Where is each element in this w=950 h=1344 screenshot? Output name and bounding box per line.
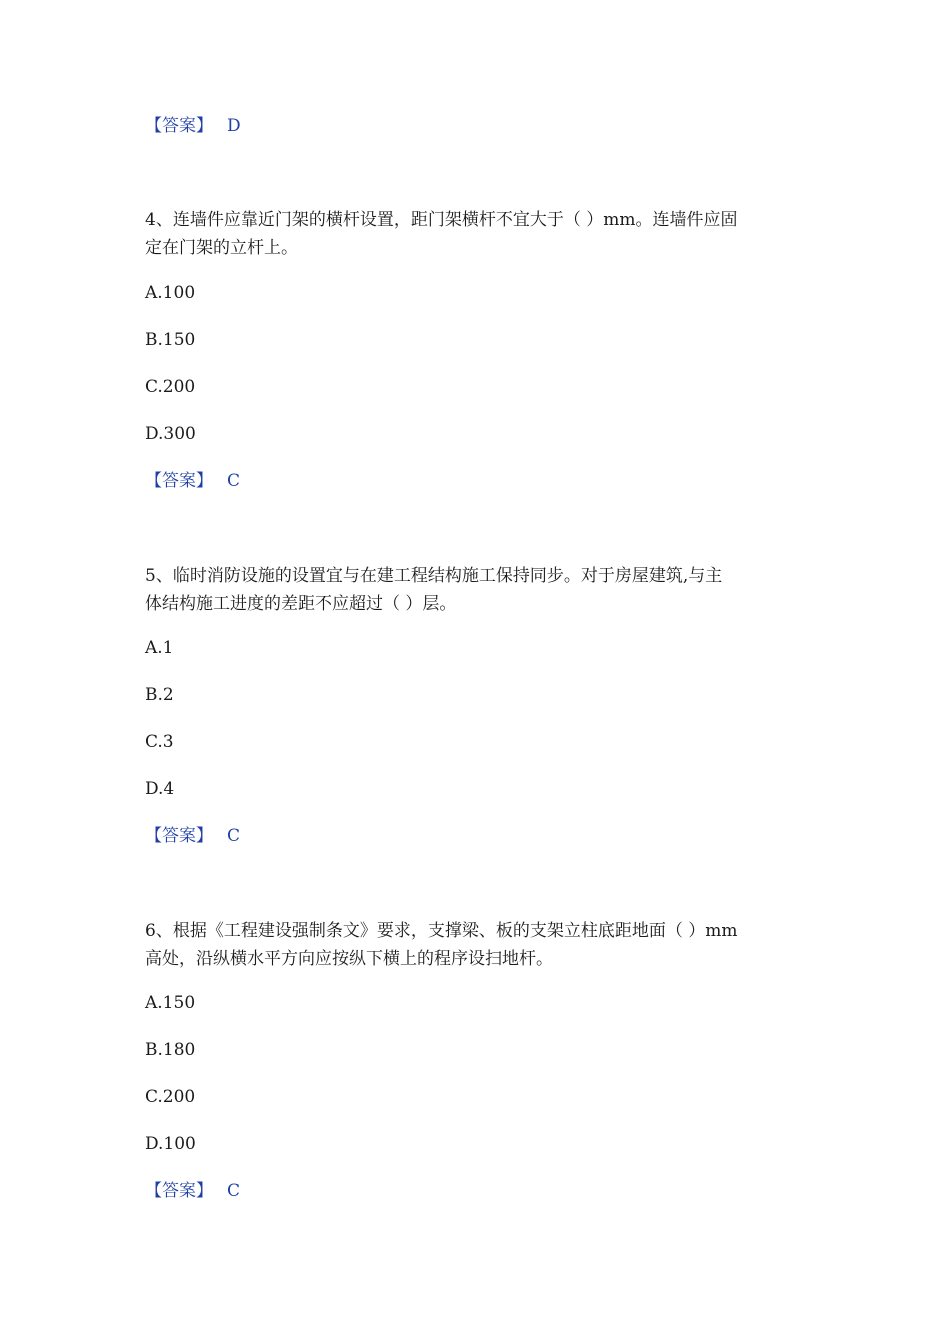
answer-q4 bbox=[145, 469, 240, 493]
answer-label: 【答案】 bbox=[145, 826, 213, 846]
question-4-text bbox=[145, 206, 805, 262]
answer-value: C bbox=[227, 826, 241, 846]
question-5-line-1: 5、临时消防设施的设置宜与在建工程结构施工保持同步。对于房屋建筑,与主 bbox=[145, 566, 723, 586]
question-6-option-c: C.200 bbox=[145, 1087, 196, 1107]
answer-value: D bbox=[227, 116, 241, 136]
answer-label: 【答案】 bbox=[145, 1181, 213, 1201]
answer-label: 【答案】 bbox=[145, 116, 213, 136]
question-4-option-d: D.300 bbox=[145, 424, 196, 444]
question-5-option-d: D.4 bbox=[145, 779, 175, 799]
question-5-line-2: 体结构施工进度的差距不应超过（ ）层。 bbox=[145, 594, 457, 614]
question-5-option-a: A.1 bbox=[145, 638, 174, 658]
question-6-option-a: A.150 bbox=[145, 993, 196, 1013]
question-4-line-2: 定在门架的立杆上。 bbox=[145, 238, 298, 258]
question-5-text bbox=[145, 562, 805, 618]
question-6-line-2: 高处，沿纵横水平方向应按纵下横上的程序设扫地杆。 bbox=[145, 949, 553, 969]
question-4-option-b: B.150 bbox=[145, 330, 196, 350]
question-6-text bbox=[145, 917, 805, 973]
question-5-option-b: B.2 bbox=[145, 685, 174, 705]
answer-label: 【答案】 bbox=[145, 471, 213, 491]
answer-value: C bbox=[227, 471, 241, 491]
question-4-line-1: 4、连墙件应靠近门架的横杆设置，距门架横杆不宜大于（ ）mm。连墙件应固 bbox=[145, 210, 738, 230]
answer-q5 bbox=[145, 824, 240, 848]
question-5-option-c: C.3 bbox=[145, 732, 174, 752]
answer-q3 bbox=[145, 114, 241, 138]
answer-q6 bbox=[145, 1179, 240, 1203]
question-6-option-d: D.100 bbox=[145, 1134, 196, 1154]
question-4-option-c: C.200 bbox=[145, 377, 196, 397]
question-6-option-b: B.180 bbox=[145, 1040, 196, 1060]
question-6-line-1: 6、根据《工程建设强制条文》要求，支撑梁、板的支架立柱底距地面（ ）mm bbox=[145, 921, 738, 941]
answer-value: C bbox=[227, 1181, 241, 1201]
question-4-option-a: A.100 bbox=[145, 283, 196, 303]
